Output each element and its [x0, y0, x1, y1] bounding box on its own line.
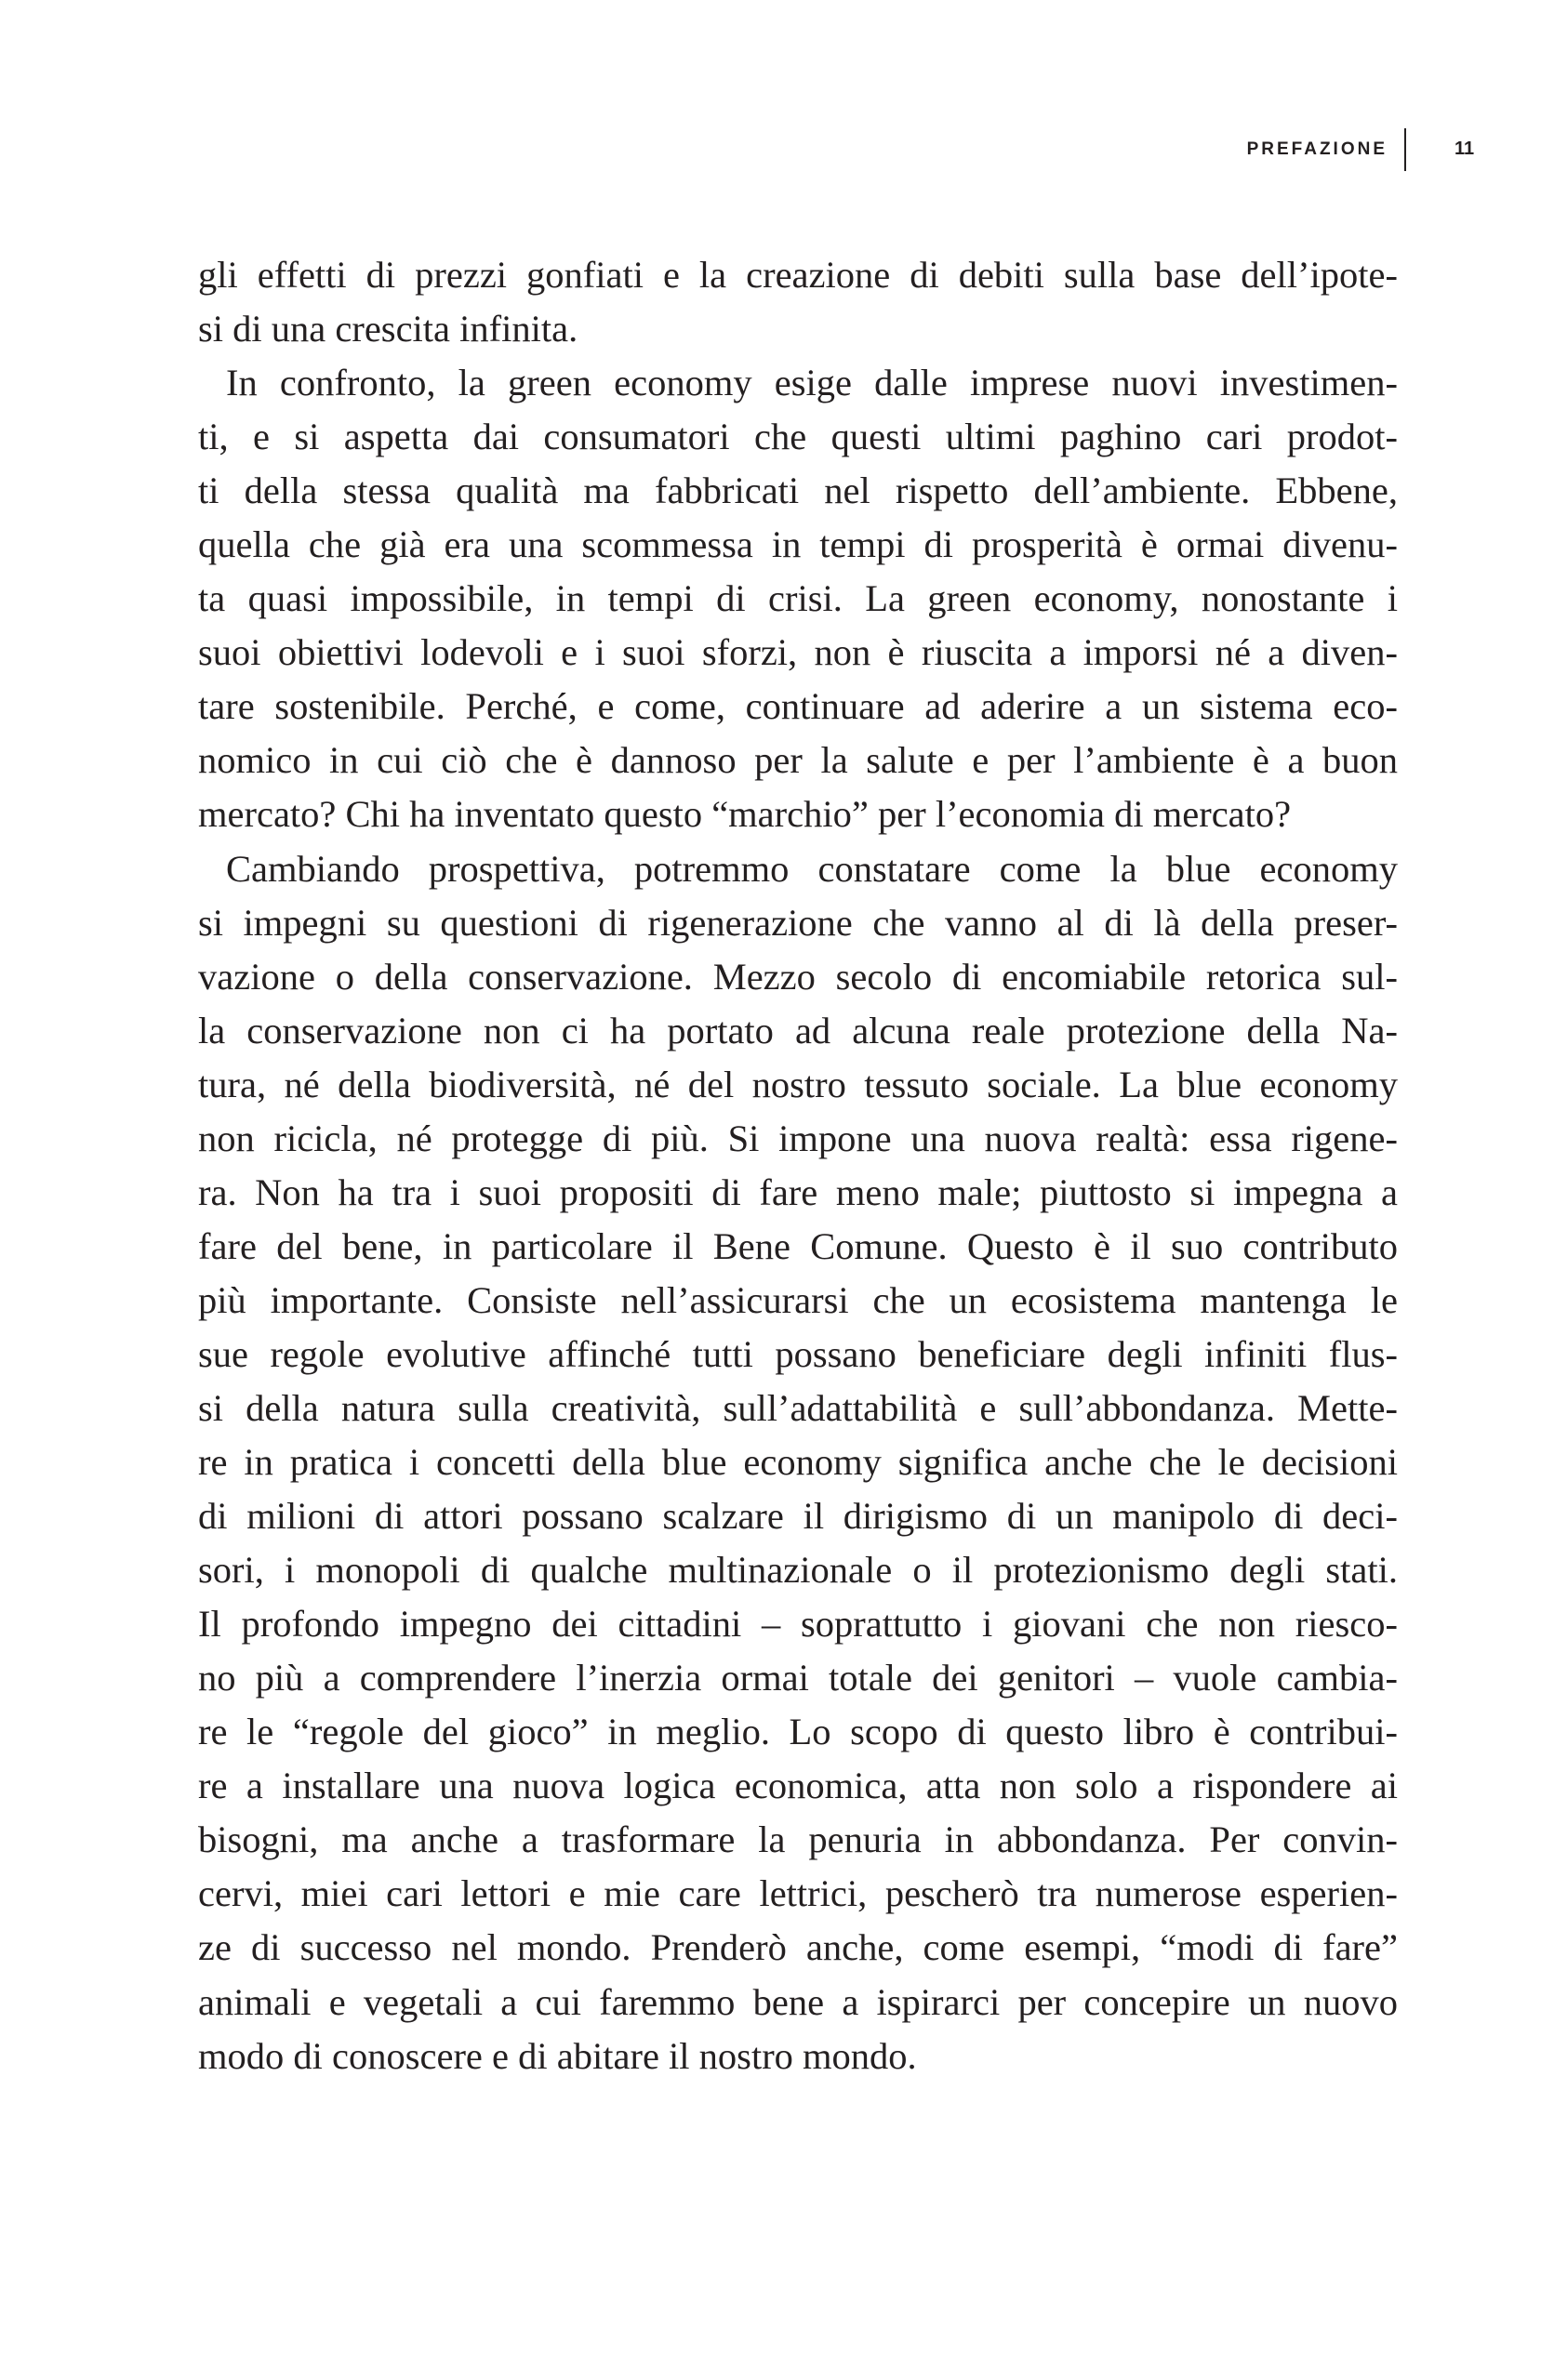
text-line: tura, né della biodiversità, né del nostro tessuto sociale. La blue economy [198, 1063, 1398, 1105]
text-line: ze di successo nel mondo. Prenderò anche, come esempi, “modi di fare” [198, 1926, 1398, 1969]
text-line: la conservazione non ci ha portato ad alcuna reale protezione della Na- [198, 1009, 1398, 1051]
text-line: ti della stessa qualità ma fabbricati nel rispetto dell’ambiente. Ebbene, [198, 469, 1398, 512]
text-line: non ricicla, né protegge di più. Si impone una nuova realtà: essa rigene- [198, 1117, 1398, 1159]
page-number: 11 [1454, 139, 1475, 159]
text-line: tare sostenibile. Perché, e come, continuare ad aderire a un sistema eco- [198, 685, 1398, 728]
text-line: sori, i monopoli di qualche multinazionale o il protezionismo degli stati. [198, 1549, 1398, 1592]
text-line: no più a comprendere l’inerzia ormai totale dei genitori – vuole cambia- [198, 1657, 1398, 1699]
text-line: ti, e si aspetta dai consumatori che questi ultimi paghino cari prodot- [198, 416, 1398, 458]
text-line: di milioni di attori possano scalzare il dirigismo di un manipolo di deci- [198, 1495, 1398, 1538]
text-line: nomico in cui ciò che è dannoso per la salute e per l’ambiente è a buon [198, 739, 1398, 782]
text-line: suoi obiettivi lodevoli e i suoi sforzi, non è riuscita a imporsi né a diven- [198, 631, 1398, 674]
running-header [1246, 128, 1475, 171]
header-divider [1404, 128, 1406, 171]
text-line: sue regole evolutive affinché tutti possano beneficiare degli infiniti flus- [198, 1332, 1398, 1375]
text-line: vazione o della conservazione. Mezzo secolo di encomiabile retorica sul- [198, 955, 1398, 998]
text-line: ra. Non ha tra i suoi propositi di fare meno male; piuttosto si impegna a [198, 1170, 1398, 1213]
text-line: re a installare una nuova logica economica, atta non solo a rispondere ai [198, 1765, 1398, 1807]
text-line: si della natura sulla creatività, sull’adattabilità e sull’abbondanza. Mette- [198, 1386, 1398, 1429]
text-line: bisogni, ma anche a trasformare la penuria in abbondanza. Per convin- [198, 1818, 1398, 1861]
body-text [198, 248, 1398, 2083]
text-line: si di una crescita infinita. [198, 308, 578, 350]
text-line: ta quasi impossibile, in tempi di crisi. La green economy, nonostante i [198, 577, 1398, 620]
text-line: In confronto, la green economy esige dalle imprese nuovi investimen- [226, 362, 1398, 404]
text-line: mercato? Chi ha inventato questo “marchio” per l’economia di mercato? [198, 793, 1292, 836]
text-line: Il profondo impegno dei cittadini – soprattutto i giovani che non riesco- [198, 1603, 1398, 1646]
text-line: più importante. Consiste nell’assicurarsi che un ecosistema mantenga le [198, 1278, 1398, 1321]
section-title: PREFAZIONE [1246, 139, 1388, 159]
text-line: gli effetti di prezzi gonfiati e la creazione di debiti sulla base dell’ipote- [198, 254, 1398, 296]
text-line: modo di conoscere e di abitare il nostro mondo. [198, 2034, 917, 2077]
text-line: si impegni su questioni di rigenerazione che vanno al di là della preser- [198, 901, 1398, 944]
text-line: fare del bene, in particolare il Bene Comune. Questo è il suo contributo [198, 1224, 1398, 1267]
text-line: cervi, miei cari lettori e mie care lettrici, pescherò tra numerose esperien- [198, 1872, 1398, 1915]
text-line: re le “regole del gioco” in meglio. Lo scopo di questo libro è contribui- [198, 1711, 1398, 1753]
text-line: quella che già era una scommessa in tempi di prosperità è ormai divenu- [198, 523, 1398, 566]
text-line: animali e vegetali a cui faremmo bene a ispirarci per concepire un nuovo [198, 1980, 1398, 2023]
text-line: Cambiando prospettiva, potremmo constatare come la blue economy [226, 847, 1398, 890]
text-line: re in pratica i concetti della blue economy significa anche che le decisioni [198, 1441, 1398, 1484]
